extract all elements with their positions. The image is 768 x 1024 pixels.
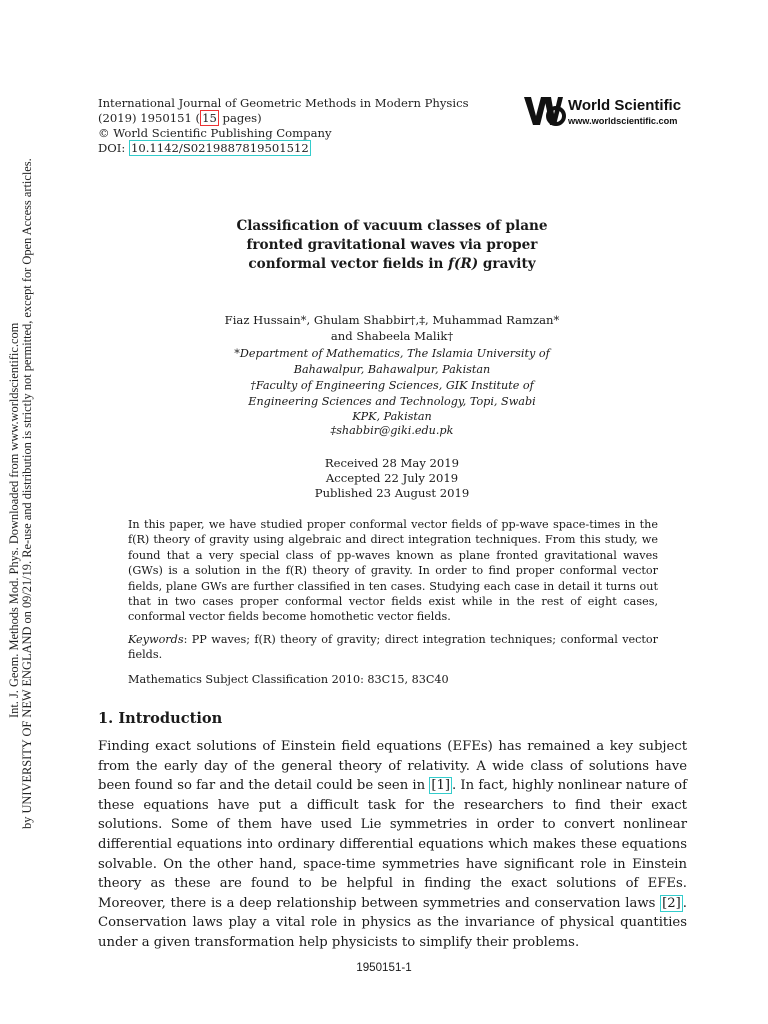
doi-link[interactable]: 10.1142/S0219887819501512 xyxy=(130,141,309,155)
publisher-url: www.worldscientific.com xyxy=(568,116,678,126)
received-date: Received 28 May 2019 xyxy=(324,456,460,470)
paper-title xyxy=(150,217,634,274)
world-scientific-emblem-icon xyxy=(522,94,566,128)
publisher-logo xyxy=(522,94,690,128)
doi-line: DOI: 10.1142/S0219887819501512 xyxy=(98,141,309,155)
journal-name: International Journal of Geometric Methods in Modern Physics xyxy=(98,96,469,110)
abstract: In this paper, we have studied proper conformal vector fields of pp-wave space-times in the f(R) theory of gravity using algebraic and direct integration techniques. From this study, we found that a very special class of pp-waves known as plane fronted gravitational waves (GWs) is a solution in the f(R) theory of gravity. In order to find proper conformal vector fields, plane GWs are further classified in ten cases. Studying each case in detail it turns out that in two cases proper conformal vector fields exist while in the rest of eight cases, conformal vector fields become homothetic vector fields. xyxy=(128,518,658,624)
keywords xyxy=(128,632,658,663)
affiliation-2: †Faculty of Engineering Sciences, GIK Institute of Engineering Sciences and Technology, Topi, Swabi KPK, Pakistan xyxy=(248,379,536,423)
publisher-name: World Scientific xyxy=(568,97,682,114)
pages-link[interactable]: 15 xyxy=(202,111,217,125)
citation-link-1[interactable]: [1] xyxy=(431,778,451,794)
journal-header xyxy=(98,96,469,156)
affiliation-1: *Department of Mathematics, The Islamia University of Bahawalpur, Bahawalpur, Pakistan xyxy=(234,347,550,376)
section-heading: 1. Introduction xyxy=(98,710,223,727)
introduction-paragraph: Finding exact solutions of Einstein field equations (EFEs) has remained a key subject from the early day of the general theory of relativity. A wide class of solutions have been found so far and the detail could be seen in [1] . In fact, highly nonlinear nature of these equations have put a difficult task for the researchers to find their exact solutions. Some of them have used Lie symmetries in order to convert nonlinear differential equations into ordinary differential equations which makes these equations solvable. On the other hand, space-time symmetries have significant role in Einstein theory as these are found to be helpful in finding the exact solutions of EFEs. Moreover, there is a deep relationship between symmetries and conservation laws [2] . Conservation laws play a vital role in physics as the invariance of physical quantities under a given transformation help physicists to simplify their problems. xyxy=(98,739,687,950)
title-line-3: conformal vector fields in f(R) gravity xyxy=(248,256,536,272)
msc-classification: Mathematics Subject Classification 2010: 83C15, 83C40 xyxy=(128,673,449,686)
side-download-notice: Int. J. Geom. Methods Mod. Phys. Downloaded from www.worldscientific.com xyxy=(7,322,21,718)
title-math: f(R) xyxy=(448,256,479,272)
author-list xyxy=(150,312,634,344)
side-copyright-notice: by UNIVERSITY OF NEW ENGLAND on 09/21/19. Re-use and distribution is strictly not permitted, except for Open Access articles. xyxy=(20,158,34,829)
citation-link-2[interactable]: [2] xyxy=(662,895,681,911)
authors-line-2: and Shabeela Malik† xyxy=(330,329,454,343)
page-number: 1950151-1 xyxy=(356,961,412,974)
authors-line-1: Fiaz Hussain*, Ghulam Shabbir†,‡, Muhammad Ramzan* xyxy=(224,313,560,327)
accepted-date: Accepted 22 July 2019 xyxy=(325,470,459,485)
keywords-text: : PP waves; f(R) theory of gravity; direct integration techniques; conformal vector fields. xyxy=(128,633,658,662)
author-email: ‡shabbir@giki.edu.pk xyxy=(330,424,454,437)
keywords-label: Keywords xyxy=(128,633,184,646)
journal-issue: (2019) 1950151 ( 15 pages) xyxy=(98,111,262,125)
copyright: © World Scientific Publishing Company xyxy=(98,126,332,140)
history-dates xyxy=(150,456,634,500)
published-date: Published 23 August 2019 xyxy=(314,485,470,500)
title-line-1: Classification of vacuum classes of plane xyxy=(236,218,548,234)
title-line-2: fronted gravitational waves via proper xyxy=(246,237,538,253)
